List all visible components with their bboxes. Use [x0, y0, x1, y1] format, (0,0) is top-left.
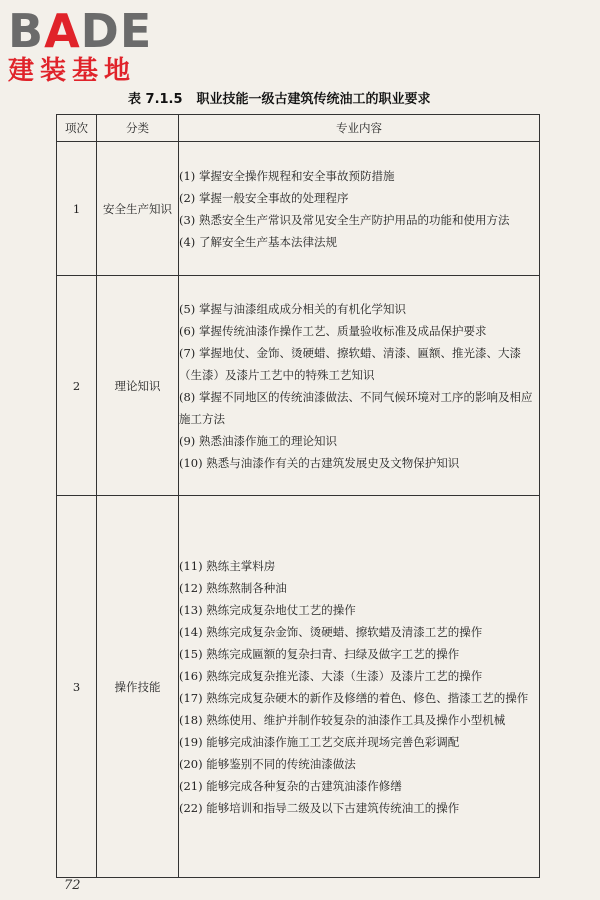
content-item: (15) 熟练完成匾额的复杂扫青、扫绿及做字工艺的操作 — [179, 646, 460, 661]
table-header-row — [57, 115, 540, 142]
table-row — [57, 142, 540, 276]
content-item: (8) 掌握不同地区的传统油漆做法、不同气候环境对工序的影响及相应施工方法 — [179, 389, 533, 426]
content-item: (11) 熟练主掌料房 — [179, 558, 276, 573]
row-category: 安全生产知识 — [97, 142, 179, 276]
table-number: 表 7.1.5 — [128, 92, 183, 107]
logo-mark: BADE — [8, 4, 153, 58]
brand-logo — [8, 6, 178, 86]
row-index: 3 — [57, 496, 97, 878]
table-caption — [128, 88, 431, 107]
header-category: 分类 — [97, 115, 179, 142]
content-item: (3) 熟悉安全生产常识及常见安全生产防护用品的功能和使用方法 — [179, 212, 510, 227]
content-item: (4) 了解安全生产基本法律法规 — [179, 234, 337, 249]
content-item: (13) 熟练完成复杂地仗工艺的操作 — [179, 602, 356, 617]
content-item: (5) 掌握与油漆组成成分相关的有机化学知识 — [179, 301, 406, 316]
content-item: (12) 熟练熬制各种油 — [179, 580, 287, 595]
content-item: (16) 熟练完成复杂推光漆、大漆（生漆）及漆片工艺的操作 — [179, 668, 483, 683]
page-number: 72 — [64, 878, 81, 893]
row-content — [179, 276, 540, 496]
header-index: 项次 — [57, 115, 97, 142]
table-row — [57, 276, 540, 496]
content-item: (14) 熟练完成复杂金饰、烫硬蜡、擦软蜡及清漆工艺的操作 — [179, 624, 483, 639]
content-item: (20) 能够鉴别不同的传统油漆做法 — [179, 756, 356, 771]
content-item: (9) 熟悉油漆作施工的理论知识 — [179, 433, 337, 448]
content-item: (10) 熟悉与油漆作有关的古建筑发展史及文物保护知识 — [179, 455, 460, 470]
content-item: (21) 能够完成各种复杂的古建筑油漆作修缮 — [179, 778, 402, 793]
content-item: (7) 掌握地仗、金饰、烫硬蜡、擦软蜡、清漆、匾额、推光漆、大漆（生漆）及漆片工艺中的特殊工艺知识 — [179, 345, 521, 382]
row-index: 2 — [57, 276, 97, 496]
table-title: 职业技能一级古建筑传统油工的职业要求 — [196, 92, 431, 107]
content-item: (22) 能够培训和指导二级及以下古建筑传统油工的操作 — [179, 800, 460, 815]
content-item: (19) 能够完成油漆作施工工艺交底并现场完善色彩调配 — [179, 734, 460, 749]
header-content: 专业内容 — [179, 115, 540, 142]
row-category: 理论知识 — [97, 276, 179, 496]
row-category: 操作技能 — [97, 496, 179, 878]
content-item: (17) 熟练完成复杂硬木的新作及修缮的着色、修色、揩漆工艺的操作 — [179, 690, 529, 705]
content-item: (6) 掌握传统油漆作操作工艺、质量验收标准及成品保护要求 — [179, 323, 487, 338]
requirements-table — [56, 114, 540, 878]
row-content — [179, 496, 540, 878]
row-index: 1 — [57, 142, 97, 276]
table-row — [57, 496, 540, 878]
content-item: (1) 掌握安全操作规程和安全事故预防措施 — [179, 168, 395, 183]
row-content — [179, 142, 540, 276]
logo-subtitle: 建装基地 — [8, 56, 137, 86]
content-item: (18) 熟练使用、维护并制作较复杂的油漆作工具及操作小型机械 — [179, 712, 506, 727]
content-item: (2) 掌握一般安全事故的处理程序 — [179, 190, 349, 205]
